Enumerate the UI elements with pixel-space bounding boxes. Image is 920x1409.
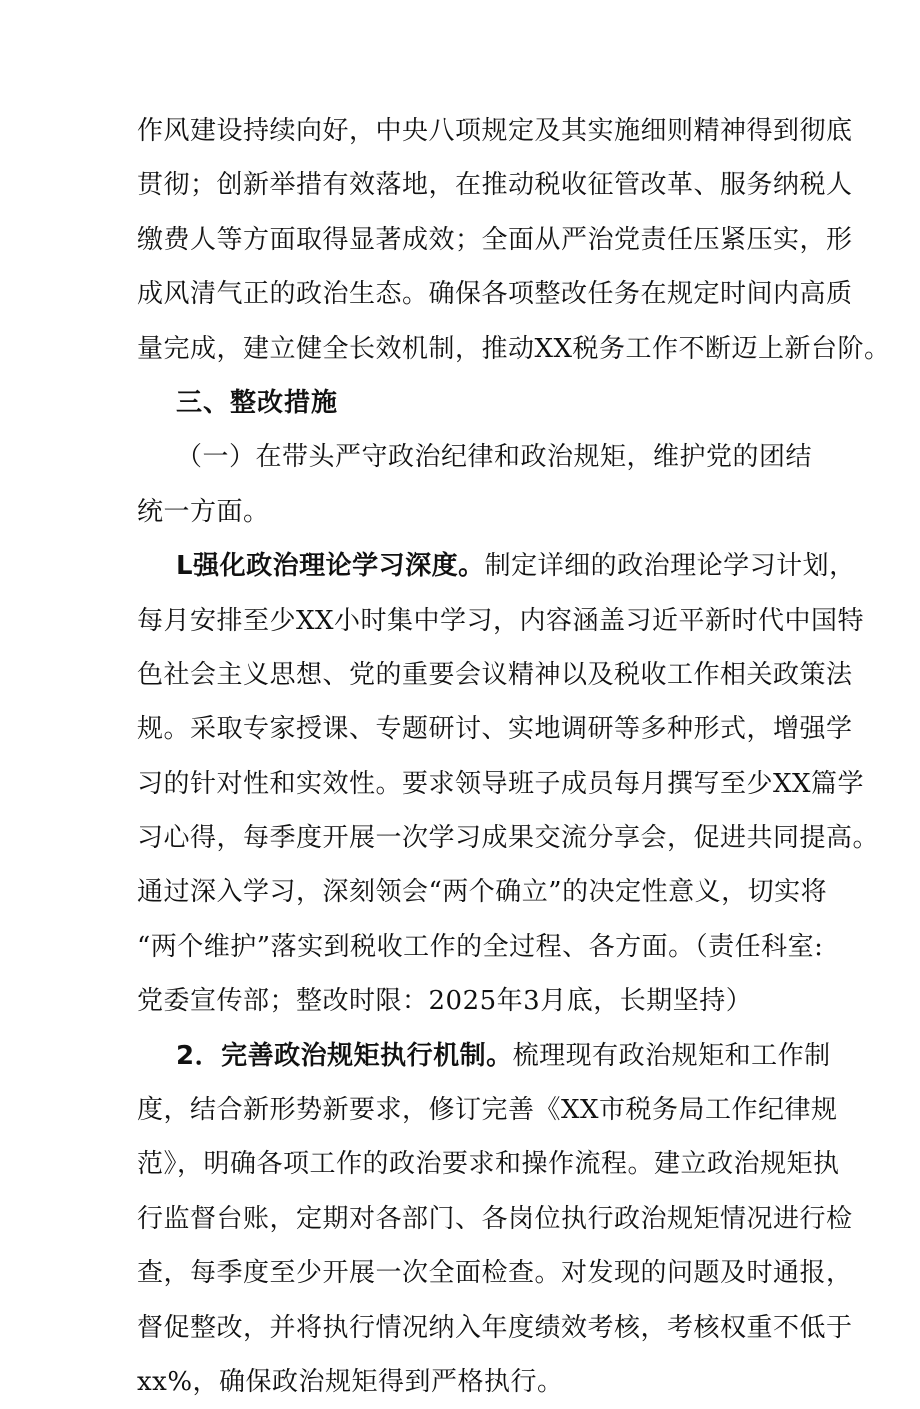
item-2-title: 2．完善政治规矩执行机制。 [176,1040,513,1071]
item-1-first-line [137,539,856,593]
text-line: 每月安排至少XX小时集中学习，内容涵盖习近平新时代中国特 [137,605,865,636]
text-line: 贯彻；创新举措有效落地，在推动税收征管改革、服务纳税人 [137,170,853,201]
text-line: 通过深入学习，深刻领会“两个确立”的决定性意义，切实将 [137,877,828,908]
text-line: 查，每季度至少开展一次全面检查。对发现的问题及时通报， [137,1258,853,1289]
item-1-title: L强化政治理论学习深度。 [176,551,485,582]
text-line: 规。采取专家授课、专题研讨、实地调研等多种形式，增强学 [137,714,853,745]
document-body [137,104,891,1409]
item-1-paragraph [137,539,880,1029]
text-line: “两个维护”落实到税收工作的全过程、各方面。（责任科室: [137,931,824,962]
text-line: 习心得，每季度开展一次学习成果交流分享会，促进共同提高。 [137,823,880,854]
text-line: 成风清气正的政治生态。确保各项整改任务在规定时间内高质 [137,279,853,310]
item-1-first-text: 制定详细的政治理论学习计划， [484,551,856,582]
text-line: 督促整改，并将执行情况纳入年度绩效考核，考核权重不低于 [137,1312,853,1343]
text-line: 度，结合新形势新要求，修订完善《XX市税务局工作纪律规 [137,1095,838,1126]
text-line: 作风建设持续向好，中央八项规定及其实施细则精神得到彻底 [137,116,853,146]
text-line: xx%，确保政治规矩得到严格执行。 [137,1366,564,1397]
item-2-first-line [137,1029,831,1083]
text-line: 缴费人等方面取得显著成效；全面从严治党责任压紧压实，形 [137,224,853,255]
section-heading: 三、整改措施 [176,387,339,418]
text-line: 范》，明确各项工作的政治要求和操作流程。建立政治规矩执 [137,1149,840,1180]
goals-paragraph [137,104,891,376]
text-line: 行监督台账，定期对各部门、各岗位执行政治规矩情况进行检 [137,1203,853,1234]
item-2-first-text: 梳理现有政治规矩和工作制 [512,1040,831,1071]
text-line: 量完成，建立健全长效机制，推动XX税务工作不断迈上新台阶。 [137,333,891,364]
text-line: （一）在带头严守政治纪律和政治规矩，维护党的团结 [176,442,813,473]
text-line: 色社会主义思想、党的重要会议精神以及税收工作相关政策法 [137,659,853,690]
text-line: 习的针对性和实效性。要求领导班子成员每月撰写至少XX篇学 [137,768,865,799]
item-2-paragraph [137,1029,853,1409]
text-line: 统一方面。 [137,496,270,527]
subsection-heading [137,430,813,539]
text-line: 党委宣传部；整改时限：2025年3月底，长期坚持） [137,986,753,1017]
